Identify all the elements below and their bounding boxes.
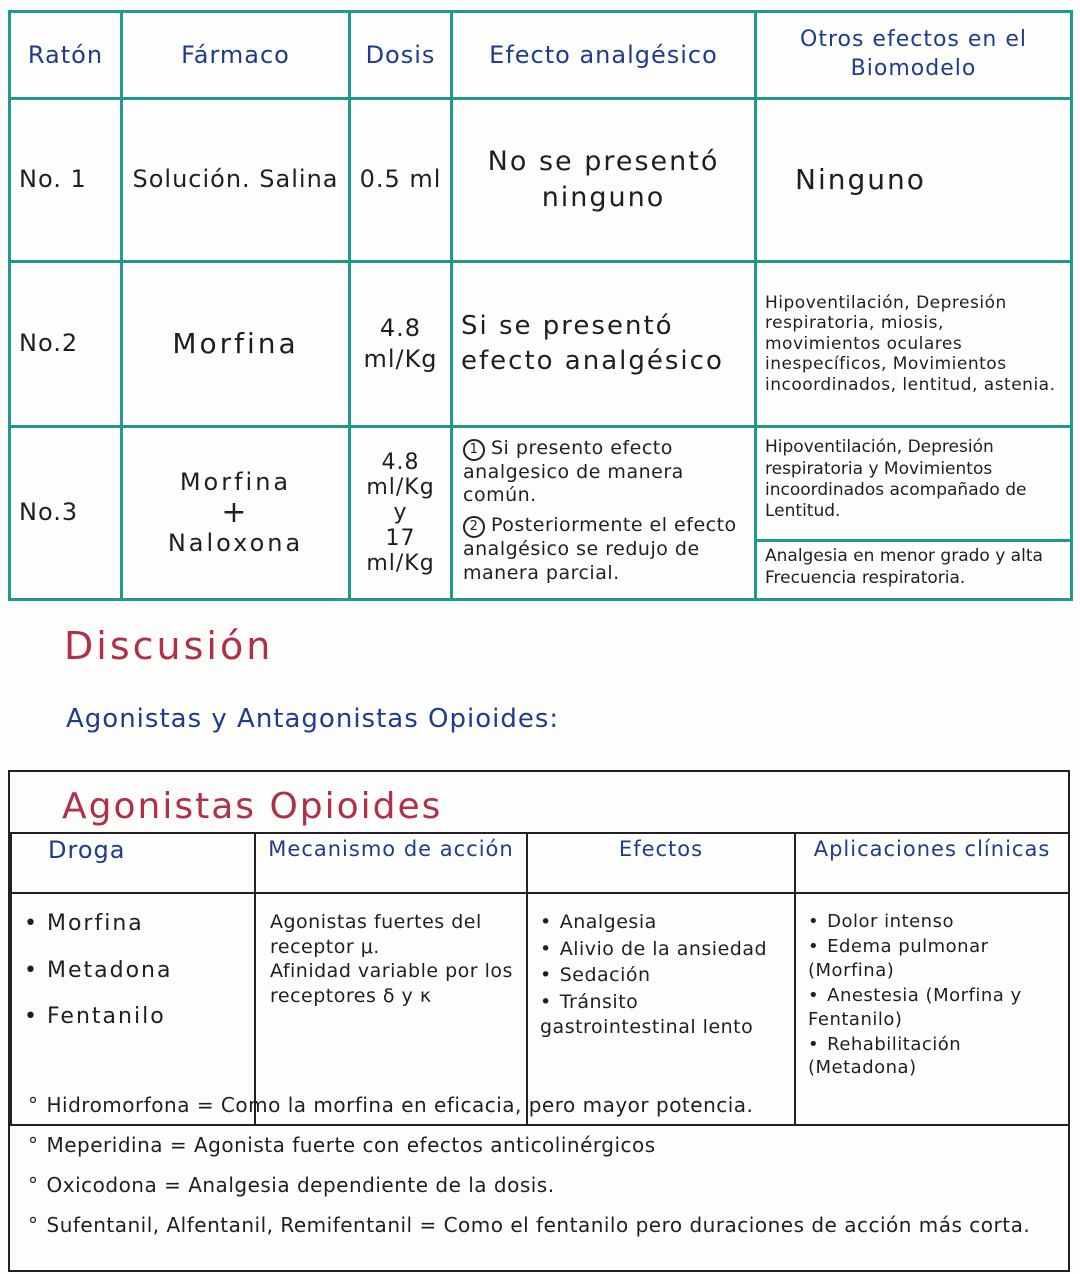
agonists-box [8,770,1070,1272]
header-efectos: Efectos [527,833,795,893]
header-efecto: Efecto analgésico [452,12,756,99]
efecto-text-1: Si presento efecto analgesico de manera común. [463,436,684,507]
otros-cell [756,427,1072,600]
header-raton: Ratón [10,12,122,99]
list-item: • Morfina [24,910,242,939]
raton-cell: No.3 [10,427,122,600]
farmaco-cell: Morfina [122,262,350,427]
otros-cell: Hipoventilación, Depresión respiratoria, miosis, movimientos oculares inespecíficos, Movimientos incoordinados, lentitud, astenia. [756,262,1072,427]
header-mecanismo: Mecanismo de acción [255,833,527,893]
list-item: • Rehabilitación (Metadona) [808,1033,1056,1080]
list-item: • Sedación [540,963,782,988]
results-header-row [10,12,1072,99]
list-item: ° Sufentanil, Alfentanil, Remifentanil = Como el fentanilo pero duraciones de acción más corta. [28,1214,1058,1236]
farmaco-cell: Solución. Salina [122,99,350,262]
list-item: ° Oxicodona = Analgesia dependiente de la dosis. [28,1174,1058,1196]
table-row [10,99,1072,262]
efecto-cell: Si se presentó efecto analgésico [452,262,756,427]
section-subtitle: Agonistas y Antagonistas Opioides: [66,704,560,734]
mechanism-line-2: Afinidad variable por los receptores δ y κ [270,960,513,1008]
list-item: • Edema pulmonar (Morfina) [808,935,1056,982]
list-item: • Dolor intenso [808,910,1056,933]
results-table [8,10,1073,601]
agonists-heading: Agonistas Opioides [62,786,443,827]
header-droga: Droga [11,833,255,893]
list-item: ° Meperidina = Agonista fuerte con efectos anticolinérgicos [28,1134,1058,1156]
raton-cell: No.2 [10,262,122,427]
farmaco-line-1: Morfina [179,467,292,496]
list-item: • Alivio de la ansiedad [540,937,782,962]
header-farmaco: Fármaco [122,12,350,99]
list-item: • Metadona [24,957,242,986]
list-item: • Tránsito gastrointestinal lento [540,990,782,1039]
table-row [10,262,1072,427]
mechanism-line-1: Agonistas fuertes del receptor μ. [270,911,482,958]
dosis-line-1: 4.8 ml/Kg [366,449,435,501]
efecto-text-2: Posteriormente el efecto analgésico se redujo de manera parcial. [463,514,737,584]
list-item: • Analgesia [540,910,782,935]
table-row [11,893,1069,1125]
effects-cell [527,893,795,1125]
drug-cell [11,893,255,1125]
header-aplicaciones: Aplicaciones clínicas [795,833,1069,893]
circled-number-icon: 1 [463,439,485,461]
otros-part-2: Analgesia en menor grado y alta Frecuencia respiratoria. [765,546,1043,588]
table-row [10,427,1072,600]
applications-cell [795,893,1069,1125]
efecto-cell: No se presentó ninguno [452,99,756,262]
farmaco-line-2: Naloxona [167,529,304,557]
mechanism-cell [255,893,527,1125]
notes-list [28,1094,1058,1254]
circled-number-icon: 2 [463,516,485,538]
dosis-cell [350,427,452,600]
farmaco-plus: + [221,495,250,530]
list-item: • Anestesia (Morfina y Fentanilo) [808,984,1056,1031]
efecto-item-1 [463,437,750,509]
list-item: • Fentanilo [24,1003,242,1032]
otros-part-1: Hipoventilación, Depresión respiratoria y Movimientos incoordinados acompañado de Lentitud. [757,433,1070,542]
raton-cell: No. 1 [10,99,122,262]
drug-table [10,832,1070,1126]
farmaco-cell [122,427,350,600]
discussion-title: Discusión [64,624,274,668]
otros-cell: Ninguno [756,99,1072,262]
header-otros: Otros efectos en el Biomodelo [756,12,1072,99]
dosis-cell: 4.8 ml/Kg [350,262,452,427]
efecto-item-2 [463,514,750,586]
dosis-cell: 0.5 ml [350,99,452,262]
dosis-line-3: 17 ml/Kg [366,525,435,576]
header-dosis: Dosis [350,12,452,99]
dosis-line-2: y [393,500,408,526]
drug-header-row [11,833,1069,893]
efecto-cell [452,427,756,600]
list-item: ° Hidromorfona = Como la morfina en eficacia, pero mayor potencia. [28,1094,1058,1116]
